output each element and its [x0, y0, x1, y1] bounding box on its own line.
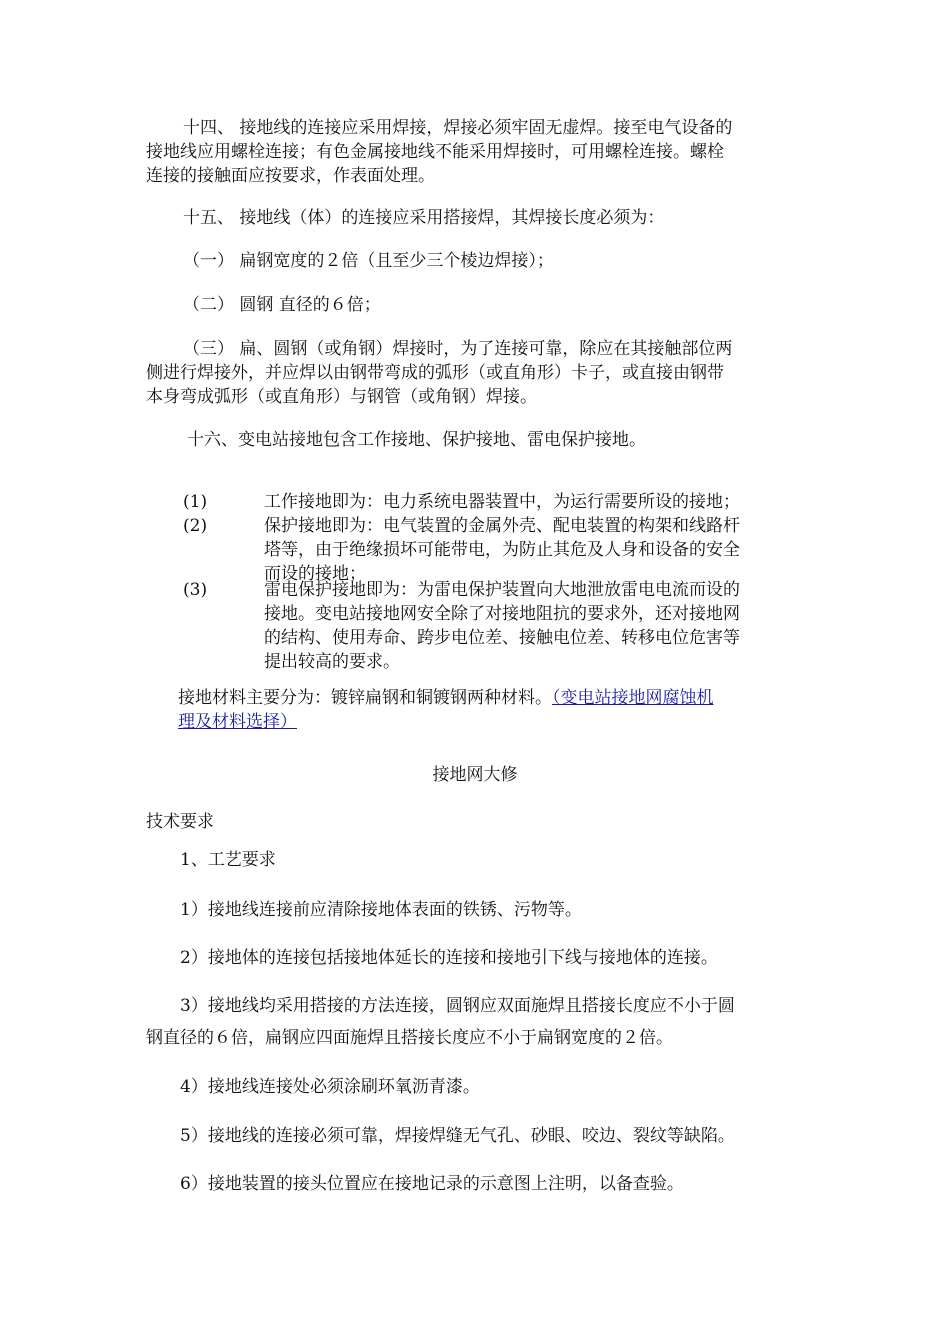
materials-line-2	[178, 710, 808, 734]
item-number: (1)	[183, 492, 208, 512]
section-15-item-3-line-1: （三） 扁、圆钢（或角钢）焊接时，为了连接可靠，除应在其接触部位两	[183, 339, 733, 359]
item-text-line: 雷电保护接地即为：为雷电保护装置向大地泄放雷电电流而设的	[264, 580, 740, 600]
item-text-line: 而设的接地；	[264, 564, 366, 584]
item-number: (3)	[183, 580, 208, 600]
item-text	[264, 514, 808, 586]
section-15-item-3-line-3: 本身弯成弧形（或直角形）与钢管（或角钢）焊接。	[146, 387, 537, 407]
step-1: 1）接地线连接前应清除接地体表面的铁锈、污物等。	[180, 900, 582, 920]
section-15-item-2: （二） 圆钢 直径的６倍；	[183, 295, 381, 315]
step-3-line-1: 3）接地线均采用搭接的方法连接，圆钢应双面施焊且搭接长度应不小于圆	[180, 996, 735, 1016]
corrosion-materials-link-continued[interactable]: 理及材料选择）	[178, 712, 297, 732]
tech-requirements-heading: 技术要求	[146, 812, 214, 832]
item-text	[264, 578, 808, 674]
item-text	[264, 490, 808, 514]
section-15-item-3-line-2: 侧进行焊接外，并应焊以由钢带弯成的弧形（或直角形）卡子，或直接由钢带	[146, 363, 724, 383]
item-text-line: 接地。变电站接地网安全除了对接地阻抗的要求外，还对接地网	[264, 604, 740, 624]
materials-text: 接地材料主要分为：镀锌扁钢和铜镀钢两种材料。	[178, 688, 552, 708]
materials-line-1	[178, 686, 808, 710]
item-text-line: 的结构、使用寿命、跨步电位差、接触电位差、转移电位危害等	[264, 628, 740, 648]
process-requirements-heading: 1、工艺要求	[180, 850, 276, 870]
section-14-line-1: 十四、 接地线的连接应采用焊接，焊接必须牢固无虚焊。接至电气设备的	[183, 118, 733, 138]
section-15-heading: 十五、 接地线（体）的连接应采用搭接焊，其焊接长度必须为：	[183, 208, 665, 228]
item-text-line: 塔等，由于绝缘损坏可能带电，为防止其危及人身和设备的安全	[264, 540, 740, 560]
section-14-line-2: 接地线应用螺栓连接；有色金属接地线不能采用焊接时，可用螺栓连接。螺栓	[146, 142, 724, 162]
section-14-line-3: 连接的接触面应按要求，作表面处理。	[146, 166, 435, 186]
step-3-line-2: 钢直径的６倍，扁钢应四面施焊且搭接长度应不小于扁钢宽度的２倍。	[146, 1028, 673, 1048]
item-text-line: 提出较高的要求。	[264, 652, 400, 672]
step-5: 5）接地线的连接必须可靠，焊接焊缝无气孔、砂眼、咬边、裂纹等缺陷。	[180, 1126, 735, 1146]
item-text-line: 工作接地即为：电力系统电器装置中，为运行需要所设的接地；	[264, 492, 740, 512]
corrosion-materials-link[interactable]: （变电站接地网腐蚀机	[552, 688, 714, 708]
item-text-line: 保护接地即为：电气装置的金属外壳、配电装置的构架和线路杆	[264, 516, 740, 536]
item-number: (2)	[183, 516, 208, 536]
step-2: 2）接地体的连接包括接地体延长的连接和接地引下线与接地体的连接。	[180, 948, 718, 968]
step-6: 6）接地装置的接头位置应在接地记录的示意图上注明，以备查验。	[180, 1174, 684, 1194]
section-16-heading: 十六、变电站接地包含工作接地、保护接地、雷电保护接地。	[187, 430, 646, 450]
step-4: 4）接地线连接处必须涂刷环氧沥青漆。	[180, 1077, 480, 1097]
overhaul-title: 接地网大修	[432, 765, 518, 785]
section-15-item-1: （一） 扁钢宽度的２倍（且至少三个棱边焊接）；	[183, 251, 554, 271]
